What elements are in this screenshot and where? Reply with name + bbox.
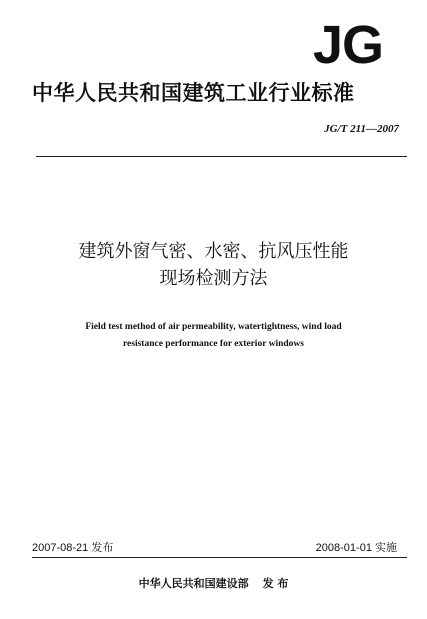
- title-en-line-1: Field test method of air permeability, watertightness, wind load: [85, 322, 342, 332]
- publisher-name: 中华人民共和国建设部: [138, 577, 249, 590]
- footer-divider: [32, 557, 407, 558]
- title-cn-line-1: 建筑外窗气密、水密、抗风压性能: [78, 241, 349, 262]
- jg-logo: JG: [312, 15, 383, 75]
- publisher-line: [0, 575, 427, 591]
- implementation-date: 2008-01-01 实施: [315, 542, 397, 554]
- header-divider: [36, 156, 407, 157]
- title-cn-line-2: 现场检测方法: [159, 268, 268, 289]
- document-title-en: [0, 319, 427, 353]
- document-title-cn: [0, 238, 427, 292]
- issue-date: 2007-08-21 发布: [32, 542, 114, 554]
- publish-label: 发 布: [262, 577, 289, 590]
- standard-category-title: 中华人民共和国建筑工业行业标准: [32, 81, 355, 105]
- title-en-line-2: resistance performance for exterior windows: [123, 339, 304, 349]
- standard-number: JG/T 211—2007: [324, 123, 399, 135]
